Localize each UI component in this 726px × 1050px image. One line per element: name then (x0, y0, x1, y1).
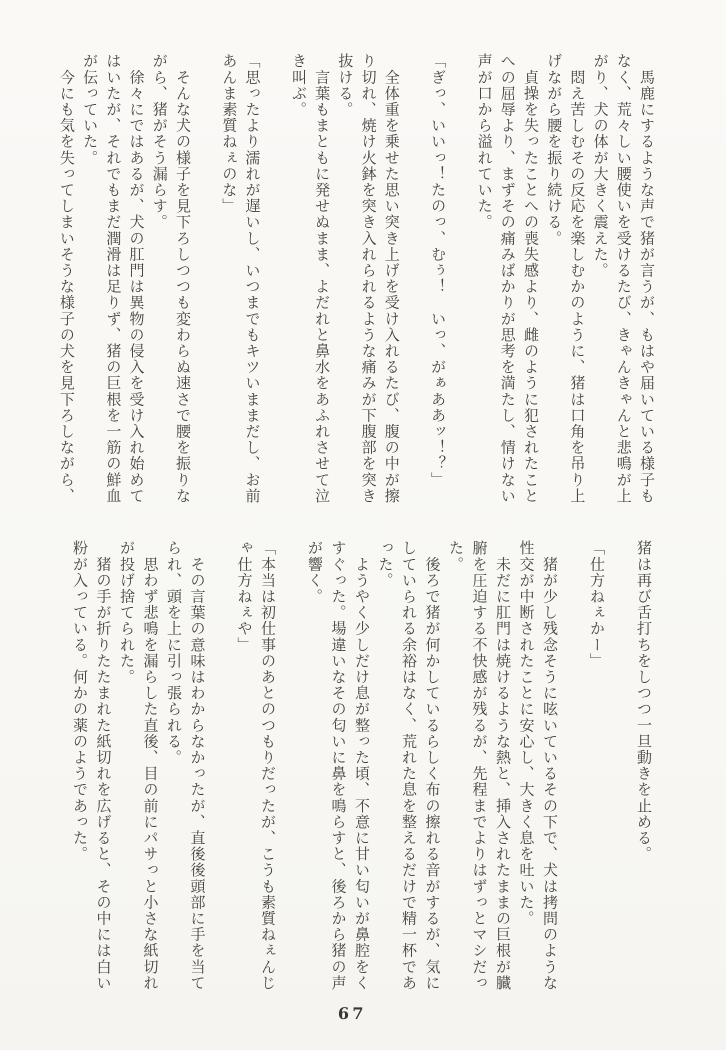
text-line (607, 540, 631, 1006)
text-line: 未だに肛門は焼けるような熱と、挿入されたままの巨根が臓 (494, 540, 510, 991)
text-line (402, 53, 425, 515)
text-line: 馬鹿にするような声で猪が言うが、もはや届いている様子も (638, 53, 654, 504)
text-line: なく、荒々しい腰使いを受けるたび、きゃんきゃんと悲鳴が上 (614, 53, 631, 504)
text-line: た。 (447, 540, 463, 573)
text-line: 性交が中断されたことに安心し、大きく息を吐いた。 (517, 540, 534, 927)
text-line: 思わず悲鳴を漏らした直後、目の前にパサっと小さな紙切れ (141, 540, 158, 991)
text-line: 猪は再び舌打ちをしつつ一旦動きを止める。 (635, 540, 651, 862)
text-line: 全体重を乗せた思い突き上げを受け入れるたび、腹の中が擦 (382, 53, 399, 504)
lower-text-block (67, 540, 655, 1006)
text-line: 貞操を失ったことへの喪失感より、雌のように犯されたこと (521, 53, 538, 504)
upper-text-block (54, 53, 657, 515)
text-line: していられる余裕はなく、荒れた息を整えるだけで精一杯であ (400, 540, 416, 991)
text-line: 猪が少し残念そうに呟いているその下で、犬は拷問のような (541, 540, 557, 991)
text-line: その言葉の意味はわからなかったが、直後後頭部に手を当て (188, 540, 205, 991)
text-line: 「本当は初仕事のあとのつもりだったが、こうも素質ねぇんじ (259, 540, 275, 991)
text-line: 悶え苦しむその反応を楽しむかのように、猪は口角を吊り上 (568, 53, 585, 504)
text-line: 今にも気を失ってしまいそうな様子の犬を見下ろしながら、 (57, 53, 74, 504)
text-line (278, 540, 302, 1006)
page-number: 67 (337, 1004, 367, 1023)
text-line: が投げ捨てられた。 (118, 540, 134, 685)
text-line (193, 53, 216, 515)
text-line: 声が口から溢れていた。 (475, 53, 492, 231)
text-line: き叫ぶ。 (289, 53, 306, 118)
text-line: がり、犬の体が大きく震えた。 (591, 53, 608, 279)
text-line: 「仕方ねぇかー」 (588, 540, 604, 669)
text-line: あんま素質ねぇのな」 (220, 53, 237, 214)
text-line: られ、頭を上に引っ張られる。 (165, 540, 181, 766)
text-line: が響く。 (306, 540, 322, 605)
text-line: 腑を圧迫する不快感が残るが、先程までよりはずっとマシだっ (470, 540, 487, 991)
text-line: への屈辱より、まずその痛みばかりが思考を満たし、情けない (498, 53, 515, 504)
text-line (263, 53, 286, 515)
text-line: った。 (376, 540, 393, 589)
text-line: 徐々にではあるが、犬の肛門は異物の侵入を受け入れ始めて (127, 53, 144, 504)
text-line: が伝っていた。 (81, 53, 98, 166)
text-line: ゃ仕方ねぇや」 (235, 540, 252, 653)
text-line: がら、猪がそう漏らす。 (150, 53, 167, 231)
text-line (208, 540, 232, 1006)
text-line: り切れ、焼け火鉢を突き入れられるような痛みが下腹部を突き (359, 53, 376, 504)
text-line: 抜ける。 (336, 53, 353, 118)
text-line: 「ぎっ、いいっ！たのっ、むぅ！ いっ、がぁああッ！？」 (429, 53, 446, 488)
text-line: そんな犬の様子を見下ろしつつも変わらぬ速さで腰を振りな (173, 53, 190, 504)
text-line: 「思ったより濡れが遅いし、いつまでもキツいままだし、お前 (243, 53, 260, 504)
text-line: 猪の手が折りたたまれた紙切れを広げると、その中には白い (94, 540, 111, 991)
text-line: げながら腰を振り続ける。 (545, 53, 562, 247)
text-line: 後ろで猪が何かしているらしく布の擦れる音がするが、気に (423, 540, 440, 991)
text-line: はいたが、それでもまだ潤滑は足りず、猪の巨根を一筋の鮮血 (104, 53, 121, 504)
text-line (560, 540, 584, 1006)
text-line: すぐった。場違いなその匂いに鼻を鳴らすと、後ろから猪の声 (329, 540, 346, 991)
text-line: 言葉もまともに発せぬまま、よだれと鼻水をあふれさせて泣 (313, 53, 330, 504)
text-line: 粉が入っている。何かの薬のようであった。 (71, 540, 87, 862)
text-line: ようやく少しだけ息が整った頃、不意に甘い匂いが鼻腔をく (353, 540, 369, 991)
text-line (448, 53, 471, 515)
